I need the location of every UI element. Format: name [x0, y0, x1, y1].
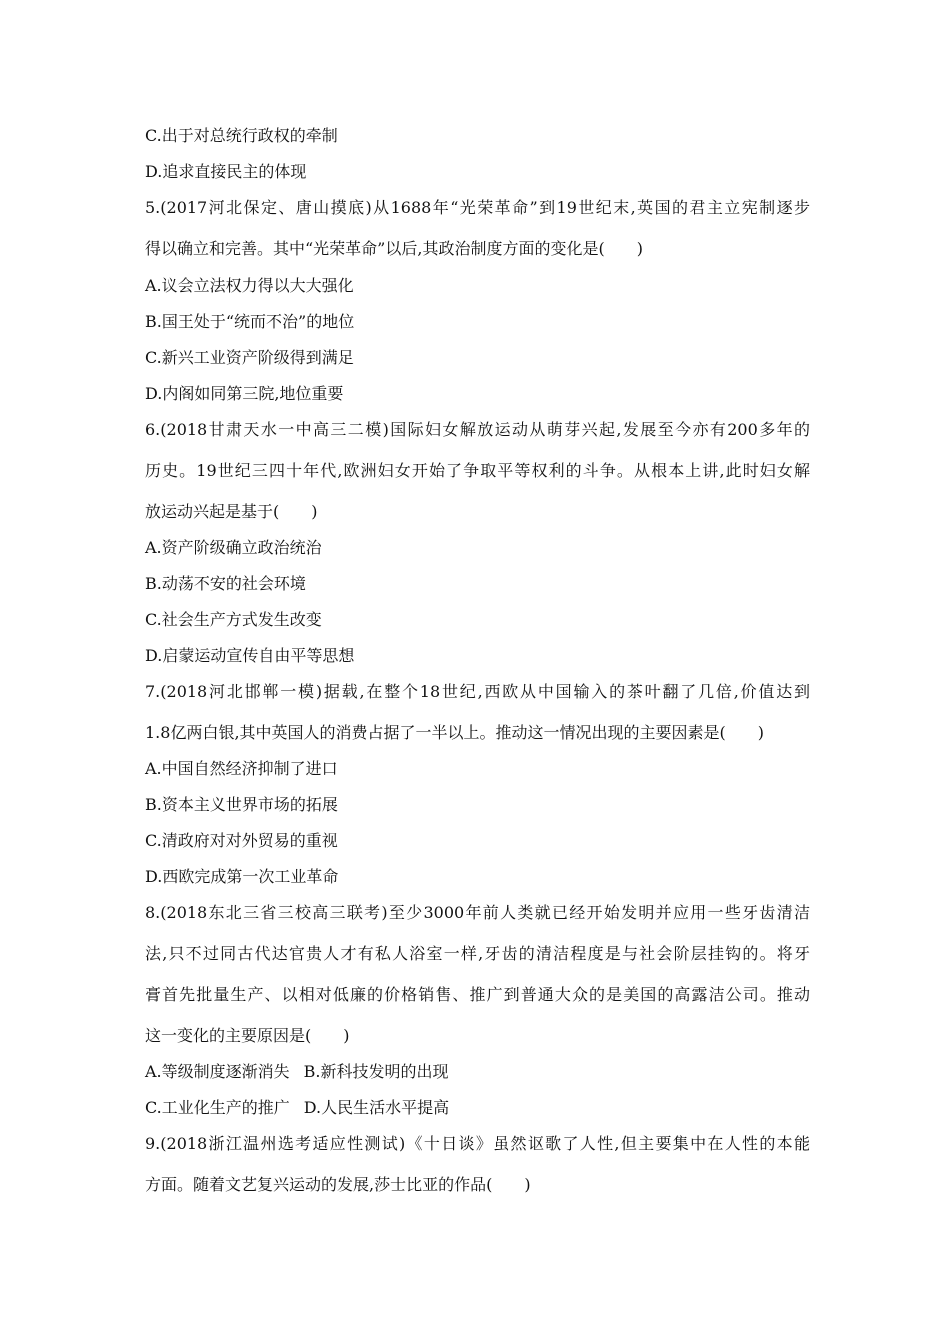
q6-option-c: C.社会生产方式发生改变	[145, 610, 322, 629]
q6-stem-line-1: 6.(2018甘肃天水一中高三二模)国际妇女解放运动从萌芽兴起,发展至今亦有200多年的	[145, 420, 810, 439]
q5-option-c: C.新兴工业资产阶级得到满足	[145, 348, 354, 367]
q7-stem-line-1: 7.(2018河北邯郸一模)据载,在整个18世纪,西欧从中国输入的茶叶翻了几倍,价值达到	[145, 682, 810, 701]
q8-option-b: B.新科技发明的出现	[303, 1062, 449, 1081]
q6-stem-line-2: 历史。19世纪三四十年代,欧洲妇女开始了争取平等权利的斗争。从根本上讲,此时妇女解	[145, 461, 810, 480]
q7-stem-line-2: 1.8亿两白银,其中英国人的消费占据了一半以上。推动这一情况出现的主要因素是( )	[145, 723, 765, 742]
q6-option-d: D.启蒙运动宣传自由平等思想	[145, 646, 355, 665]
q6-option-b: B.动荡不安的社会环境	[145, 574, 306, 593]
q4-option-c: C.出于对总统行政权的牵制	[145, 126, 338, 145]
q8-option-c: C.工业化生产的推广	[145, 1098, 290, 1117]
q6-option-a: A.资产阶级确立政治统治	[145, 538, 322, 557]
q8-option-a: A.等级制度逐渐消失	[145, 1062, 290, 1081]
q7-option-c: C.清政府对对外贸易的重视	[145, 831, 338, 850]
q7-option-d: D.西欧完成第一次工业革命	[145, 867, 339, 886]
q7-option-a: A.中国自然经济抑制了进口	[145, 759, 338, 778]
q9-stem-line-1: 9.(2018浙江温州选考适应性测试)《十日谈》虽然讴歌了人性,但主要集中在人性的本能	[145, 1134, 810, 1153]
q8-stem-line-4: 这一变化的主要原因是( )	[145, 1026, 350, 1045]
q5-stem-line-1: 5.(2017河北保定、唐山摸底)从1688年“光荣革命”到19世纪末,英国的君主立宪制逐步	[145, 198, 810, 217]
q8-stem-line-2: 法,只不过同古代达官贵人才有私人浴室一样,牙齿的清洁程度是与社会阶层挂钩的。将牙	[145, 944, 810, 963]
q6-stem-line-3: 放运动兴起是基于( )	[145, 502, 318, 521]
q7-option-b: B.资本主义世界市场的拓展	[145, 795, 338, 814]
q8-options-row-2	[145, 1098, 810, 1118]
q5-stem-line-2: 得以确立和完善。其中“光荣革命”以后,其政治制度方面的变化是( )	[145, 239, 643, 258]
q9-stem-line-2: 方面。随着文艺复兴运动的发展,莎士比亚的作品( )	[145, 1175, 531, 1194]
q5-option-b: B.国王处于“统而不治”的地位	[145, 312, 355, 331]
q8-option-d: D.人民生活水平提高	[303, 1098, 450, 1117]
q8-stem-line-1: 8.(2018东北三省三校高三联考)至少3000年前人类就已经开始发明并应用一些牙齿清洁	[145, 903, 810, 922]
q4-option-d: D.追求直接民主的体现	[145, 162, 307, 181]
q5-option-d: D.内阁如同第三院,地位重要	[145, 384, 344, 403]
q5-option-a: A.议会立法权力得以大大强化	[145, 276, 354, 295]
q8-stem-line-3: 膏首先批量生产、以相对低廉的价格销售、推广到普通大众的是美国的高露洁公司。推动	[145, 985, 810, 1004]
q8-options-row-1	[145, 1062, 810, 1082]
